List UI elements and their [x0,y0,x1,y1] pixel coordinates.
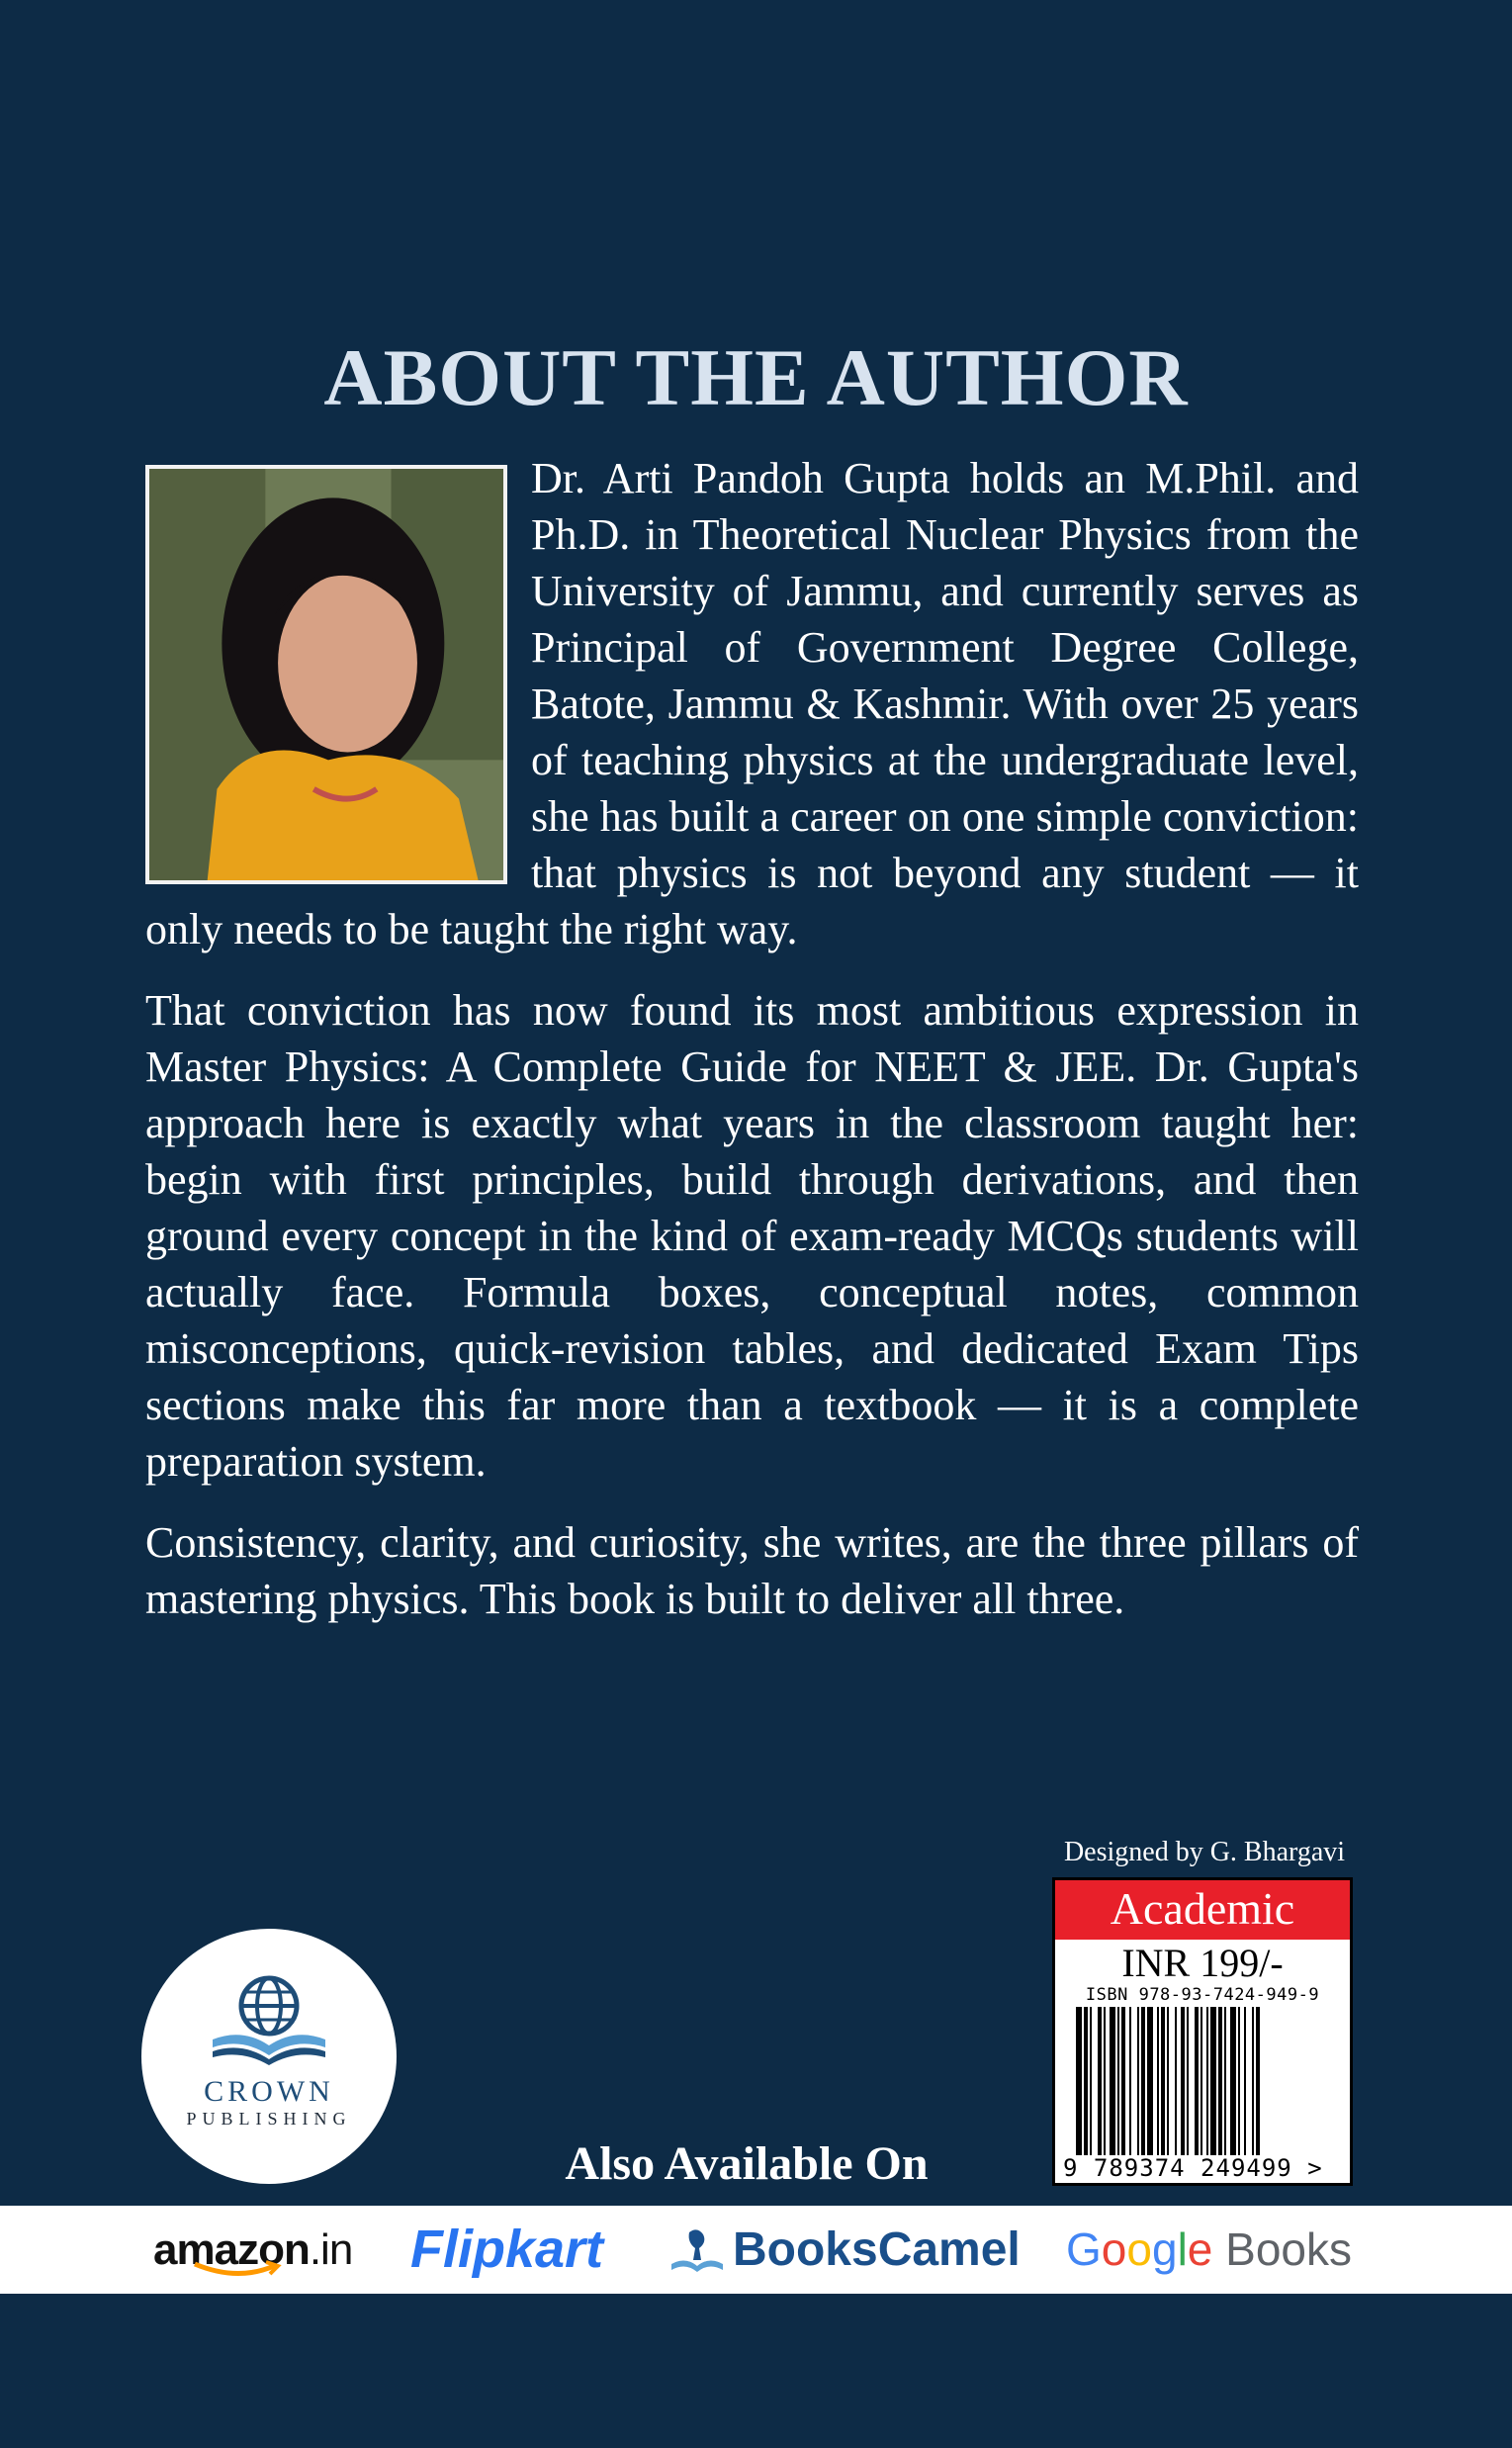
barcode-bar [1167,2007,1169,2155]
price-label: INR 199/- [1121,1941,1284,1985]
barcode-bar [1090,2007,1092,2155]
publisher-name: CROWN [204,2075,334,2108]
barcode-bar [1147,2007,1153,2155]
flipkart-logo[interactable]: Flipkart [410,2220,604,2279]
barcode-bar [1098,2007,1102,2155]
bookscamel-logo[interactable]: BooksCamel [667,2206,1021,2294]
author-photo [145,465,507,884]
barcode-bar [1104,2007,1106,2155]
barcode-bar [1175,2007,1177,2155]
barcode-bar [1137,2007,1139,2155]
barcode-bar [1195,2007,1199,2155]
barcode-bar [1084,2007,1088,2155]
bio-paragraph-3: Consistency, clarity, and curiosity, she writes, are the three pillars of mastering physics. This book is built to deliver all three. [145,1518,1359,1623]
barcode-icon [1070,2007,1335,2155]
barcode-bar [1252,2007,1254,2155]
barcode-bar [1121,2007,1125,2155]
barcode-bar [1206,2007,1208,2155]
store-logos-bar [0,2206,1512,2294]
barcode-bar [1244,2007,1246,2155]
publisher-subtitle: PUBLISHING [186,2109,352,2129]
barcode-bar [1076,2007,1082,2155]
barcode-bar [1117,2007,1119,2155]
barcode-bar [1201,2007,1202,2155]
barcode-bar [1256,2007,1260,2155]
google-books-logo[interactable]: Google Books [1066,2223,1353,2275]
globe-book-icon [205,1968,333,2072]
barcode-bar [1187,2007,1189,2155]
amazon-logo[interactable]: amazon.in [153,2206,352,2294]
isbn-label: ISBN 978-93-7424-949-9 [1085,1985,1320,2005]
barcode-bar [1230,2007,1236,2155]
barcode-bar [1238,2007,1240,2155]
barcode-bar [1181,2007,1185,2155]
barcode-bar [1210,2007,1216,2155]
category-label: Academic [1055,1880,1350,1940]
barcode-bar [1141,2007,1145,2155]
also-available-heading: Also Available On [565,2137,929,2190]
amazon-smile-icon [193,2260,282,2280]
barcode-bar [1157,2007,1159,2155]
barcode-bar [1224,2007,1226,2155]
book-icon [667,2224,727,2280]
designer-credit: Designed by G. Bhargavi [1063,1837,1346,1867]
barcode-digits: 9 789374 249499 > [1063,2154,1323,2182]
barcode-bar [1110,2007,1115,2155]
author-bio [145,450,1359,1652]
barcode-bar [1161,2007,1165,2155]
barcode-bar [1129,2007,1131,2155]
bio-paragraph-2: That conviction has now found its most ambitious expression in Master Physics: A Complete Guide for NEET & JEE. Dr. Gupta's approach here is exactly what years in the classroom taught her: begin with first principles, build through derivations, and then ground every concept in the kind of exam-ready MCQs students will actually face. Formula boxes, conceptual notes, common misconceptions, quick-revision tables, and dedicated Exam Tips sections make this far more than a textbook — it is a complete preparation system. [145,986,1359,1486]
bio-paragraph-1: Dr. Arti Pandoh Gupta holds an M.Phil. and Ph.D. in Theoretical Nuclear Physics from the University of Jammu, and currently serves as Principal of Government Degree College, Batote, Jammu & Kashmir. With over 25 years of teaching physics at the undergraduate level, she has built a career on one simple conviction: that physics is not beyond any student — it only needs to be taught the right way. [145,454,1359,953]
page-title: ABOUT THE AUTHOR [323,332,1189,422]
barcode-bar [1218,2007,1222,2155]
